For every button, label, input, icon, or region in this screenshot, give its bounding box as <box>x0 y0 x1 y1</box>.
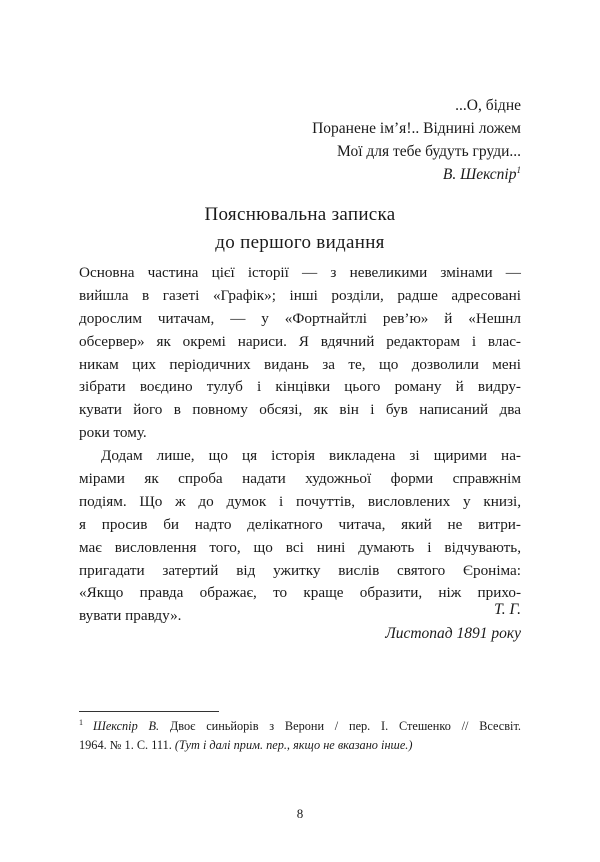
signature-initials: Т. Г. <box>494 601 521 618</box>
epigraph-line: Мої для тебе будуть груди... <box>337 143 521 160</box>
paragraph-2-line: має висловлення того, що всі нині думають і відчувають, <box>79 538 521 556</box>
paragraph-2-line: Додам лише, що ця історія викладена зі щирими на- <box>101 447 521 465</box>
title-line-1: Пояснювальна записка <box>204 204 396 225</box>
epigraph-author <box>312 163 521 186</box>
footnote-author: Шекспір В. <box>93 719 160 733</box>
footnote-text-2: 1964. № 1. С. 111. <box>79 737 175 752</box>
paragraph-1-line: кувати його в повному обсязі, як він і був написаний два <box>79 401 521 419</box>
signature-date: Листопад 1891 року <box>385 625 521 642</box>
paragraph-1-line: роки тому. <box>79 424 147 442</box>
paragraph-1-line: вийшла в газеті «Графік»; інші розділи, радше адресовані <box>79 286 521 304</box>
page-title <box>0 201 600 257</box>
footnote-text-1: Двоє синьйорів з Верони / пер. І. Стешенко // Всесвіт. <box>159 719 522 733</box>
paragraph-2-line: мірами як спроба надати художньої форми справжнім <box>79 470 521 488</box>
epigraph-author-name: В. Шекспір <box>442 166 517 183</box>
footnote-line-1 <box>79 717 521 736</box>
epigraph <box>312 94 521 186</box>
footnote-reference: 1 <box>516 164 521 175</box>
footnote-marker: 1 <box>79 717 83 727</box>
page-number: 8 <box>296 806 304 821</box>
footnote-note: (Тут і далі прим. пер., якщо не вказано інше.) <box>174 737 413 752</box>
paragraph-1-line: зібрати воєдино тулуб і кінцівки цього роману й видру- <box>79 378 521 396</box>
paragraph-1-line: Основна частина цієї історії — з невеликими змінами — <box>79 264 521 281</box>
epigraph-line: ...О, бідне <box>455 97 521 114</box>
paragraph-1-line: дорослим читачам, — у «Фортнайтлі рев’ю» й «Нешнл <box>79 309 521 327</box>
paragraph-2-line: я просив би надто делікатного читача, який не витри- <box>79 515 521 533</box>
main-text <box>79 262 521 628</box>
paragraph-1-line: обсервер» як окремі нариси. Я вдячний редакторам і влас- <box>79 332 521 350</box>
footnote-line-2 <box>79 736 521 755</box>
footnote-divider <box>79 711 219 712</box>
footnote <box>79 717 521 754</box>
paragraph-2-line: пригадати затертий від ужитку вислів святого Єроніма: <box>79 561 521 579</box>
paragraph-2-line: вувати правду». <box>79 607 182 625</box>
paragraph-2-line: «Якщо правда ображає, то краще образити, ніж прихо- <box>79 584 521 602</box>
epigraph-line: Поранене ім’я!.. Віднині ложем <box>312 120 521 137</box>
paragraph-1-line: никам цих періодичних видань за те, що дозволили мені <box>79 355 521 373</box>
paragraph-2-line: подіям. Що ж до думок і почуттів, висловлених у книзі, <box>79 492 521 510</box>
signature <box>385 598 521 646</box>
title-line-2: до першого видання <box>215 232 385 253</box>
